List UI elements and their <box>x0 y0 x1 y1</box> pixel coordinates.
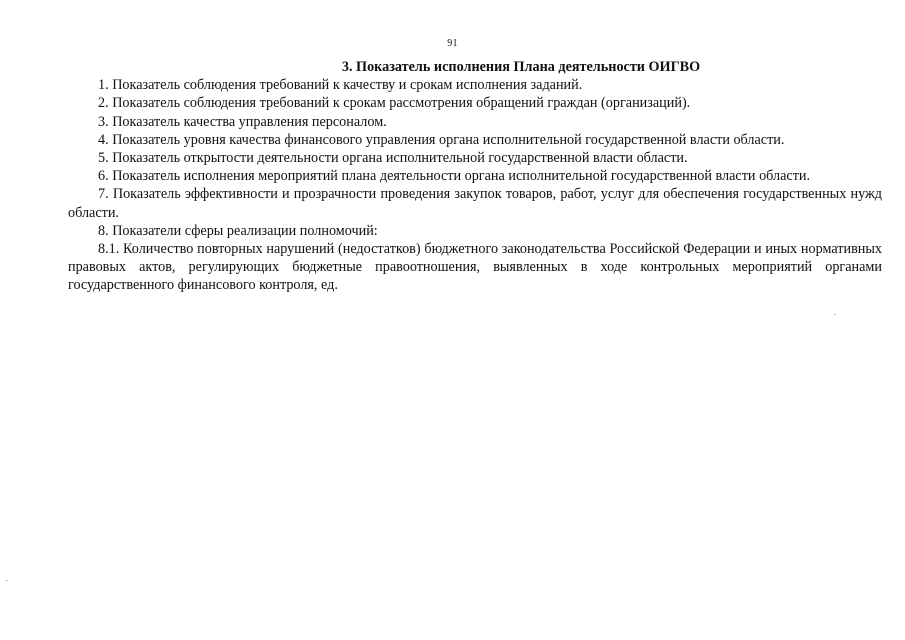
list-item-8: 8. Показатели сферы реализации полномочий: <box>98 222 378 239</box>
scan-speck <box>6 580 8 581</box>
list-item-3: 3. Показатель качества управления персоналом. <box>98 113 387 130</box>
list-item-1: 1. Показатель соблюдения требований к качеству и срокам исполнения заданий. <box>98 77 583 94</box>
list-item-8-1: 8.1. Количество повторных нарушений (недостатков) бюджетного законодательства Российской Федерации и иных нормативных правовых актов, регулирующих бюджетные правоотношения, выявленных в ходе контрольных мероприятий органами государственного финансового контроля, ед. <box>68 241 882 294</box>
list-item-5: 5. Показатель открытости деятельности органа исполнительной государственной власти области. <box>98 150 688 167</box>
scan-speck <box>834 314 836 315</box>
section-title: 3. Показатель исполнения Плана деятельности ОИГВО <box>341 59 701 75</box>
list-item-2: 2. Показатель соблюдения требований к срокам рассмотрения обращений граждан (организаций). <box>98 95 691 112</box>
list-item-7: 7. Показатель эффективности и прозрачности проведения закупок товаров, работ, услуг для обеспечения государственных нужд области. <box>68 186 882 221</box>
list-item-4: 4. Показатель уровня качества финансового управления органа исполнительной государственной власти области. <box>98 131 785 148</box>
document-body <box>68 58 882 295</box>
page-number: 91 <box>447 38 458 49</box>
list-item-6: 6. Показатель исполнения мероприятий плана деятельности органа исполнительной государственной власти области. <box>98 168 811 185</box>
